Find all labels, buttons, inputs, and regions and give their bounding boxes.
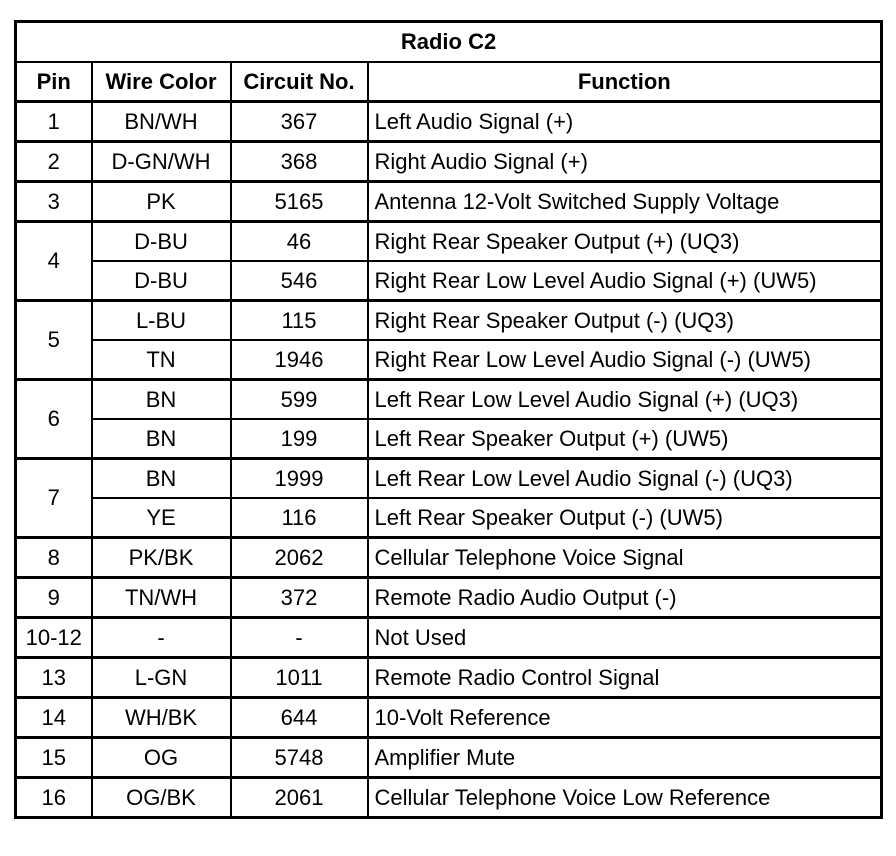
circuit-no-cell: 599 <box>231 380 368 420</box>
wire-color-cell: BN/WH <box>92 102 231 142</box>
pin-cell: 4 <box>16 222 92 301</box>
pin-cell: 16 <box>16 778 92 818</box>
pin-cell: 15 <box>16 738 92 778</box>
pin-cell: 2 <box>16 142 92 182</box>
pin-cell: 3 <box>16 182 92 222</box>
table-title-row <box>16 22 882 63</box>
circuit-no-cell: 5165 <box>231 182 368 222</box>
circuit-no-cell: 115 <box>231 301 368 341</box>
function-cell: Right Audio Signal (+) <box>368 142 882 182</box>
circuit-no-cell: 5748 <box>231 738 368 778</box>
table-row <box>16 261 882 301</box>
table-row <box>16 498 882 538</box>
pin-cell: 6 <box>16 380 92 459</box>
table-row <box>16 578 882 618</box>
wire-color-cell: OG/BK <box>92 778 231 818</box>
pin-cell: 13 <box>16 658 92 698</box>
table-row <box>16 419 882 459</box>
pin-cell: 7 <box>16 459 92 538</box>
table-title: Radio C2 <box>16 22 882 63</box>
circuit-no-cell: 546 <box>231 261 368 301</box>
wire-color-cell: D-BU <box>92 222 231 262</box>
table-row <box>16 459 882 499</box>
header-wire-color: Wire Color <box>92 62 231 102</box>
table-row <box>16 380 882 420</box>
circuit-no-cell: 1011 <box>231 658 368 698</box>
function-cell: Remote Radio Control Signal <box>368 658 882 698</box>
function-cell: Antenna 12-Volt Switched Supply Voltage <box>368 182 882 222</box>
wire-color-cell: D-BU <box>92 261 231 301</box>
table-header-row <box>16 62 882 102</box>
circuit-no-cell: - <box>231 618 368 658</box>
circuit-no-cell: 116 <box>231 498 368 538</box>
circuit-no-cell: 368 <box>231 142 368 182</box>
table-row <box>16 778 882 818</box>
table-row <box>16 222 882 262</box>
wire-color-cell: BN <box>92 380 231 420</box>
circuit-no-cell: 1946 <box>231 340 368 380</box>
wire-color-cell: PK <box>92 182 231 222</box>
table-row <box>16 301 882 341</box>
function-cell: Left Rear Low Level Audio Signal (-) (UQ3) <box>368 459 882 499</box>
wire-color-cell: BN <box>92 419 231 459</box>
table-row <box>16 618 882 658</box>
pin-cell: 8 <box>16 538 92 578</box>
circuit-no-cell: 1999 <box>231 459 368 499</box>
header-pin: Pin <box>16 62 92 102</box>
function-cell: Right Rear Speaker Output (-) (UQ3) <box>368 301 882 341</box>
circuit-no-cell: 2062 <box>231 538 368 578</box>
pin-cell: 1 <box>16 102 92 142</box>
wire-color-cell: L-BU <box>92 301 231 341</box>
table-row <box>16 102 882 142</box>
function-cell: Right Rear Low Level Audio Signal (+) (UW5) <box>368 261 882 301</box>
function-cell: Left Rear Speaker Output (-) (UW5) <box>368 498 882 538</box>
function-cell: Left Rear Low Level Audio Signal (+) (UQ3) <box>368 380 882 420</box>
wire-color-cell: D-GN/WH <box>92 142 231 182</box>
circuit-no-cell: 644 <box>231 698 368 738</box>
circuit-no-cell: 46 <box>231 222 368 262</box>
wire-color-cell: WH/BK <box>92 698 231 738</box>
table-row <box>16 538 882 578</box>
table-row <box>16 142 882 182</box>
wire-color-cell: YE <box>92 498 231 538</box>
wire-color-cell: - <box>92 618 231 658</box>
wire-color-cell: TN <box>92 340 231 380</box>
function-cell: Cellular Telephone Voice Low Reference <box>368 778 882 818</box>
connector-pinout-table <box>14 20 883 819</box>
wire-color-cell: OG <box>92 738 231 778</box>
table-row <box>16 182 882 222</box>
table-row <box>16 738 882 778</box>
pin-cell: 14 <box>16 698 92 738</box>
table-row <box>16 698 882 738</box>
circuit-no-cell: 199 <box>231 419 368 459</box>
function-cell: Amplifier Mute <box>368 738 882 778</box>
function-cell: Right Rear Speaker Output (+) (UQ3) <box>368 222 882 262</box>
circuit-no-cell: 367 <box>231 102 368 142</box>
function-cell: Not Used <box>368 618 882 658</box>
function-cell: 10-Volt Reference <box>368 698 882 738</box>
wire-color-cell: TN/WH <box>92 578 231 618</box>
table-row <box>16 340 882 380</box>
wire-color-cell: L-GN <box>92 658 231 698</box>
pin-cell: 5 <box>16 301 92 380</box>
circuit-no-cell: 2061 <box>231 778 368 818</box>
header-function: Function <box>368 62 882 102</box>
function-cell: Remote Radio Audio Output (-) <box>368 578 882 618</box>
header-circuit-no: Circuit No. <box>231 62 368 102</box>
pin-cell: 9 <box>16 578 92 618</box>
table-row <box>16 658 882 698</box>
circuit-no-cell: 372 <box>231 578 368 618</box>
wire-color-cell: PK/BK <box>92 538 231 578</box>
function-cell: Left Rear Speaker Output (+) (UW5) <box>368 419 882 459</box>
wire-color-cell: BN <box>92 459 231 499</box>
function-cell: Right Rear Low Level Audio Signal (-) (UW5) <box>368 340 882 380</box>
table-body <box>16 102 882 818</box>
pin-cell: 10-12 <box>16 618 92 658</box>
function-cell: Left Audio Signal (+) <box>368 102 882 142</box>
function-cell: Cellular Telephone Voice Signal <box>368 538 882 578</box>
